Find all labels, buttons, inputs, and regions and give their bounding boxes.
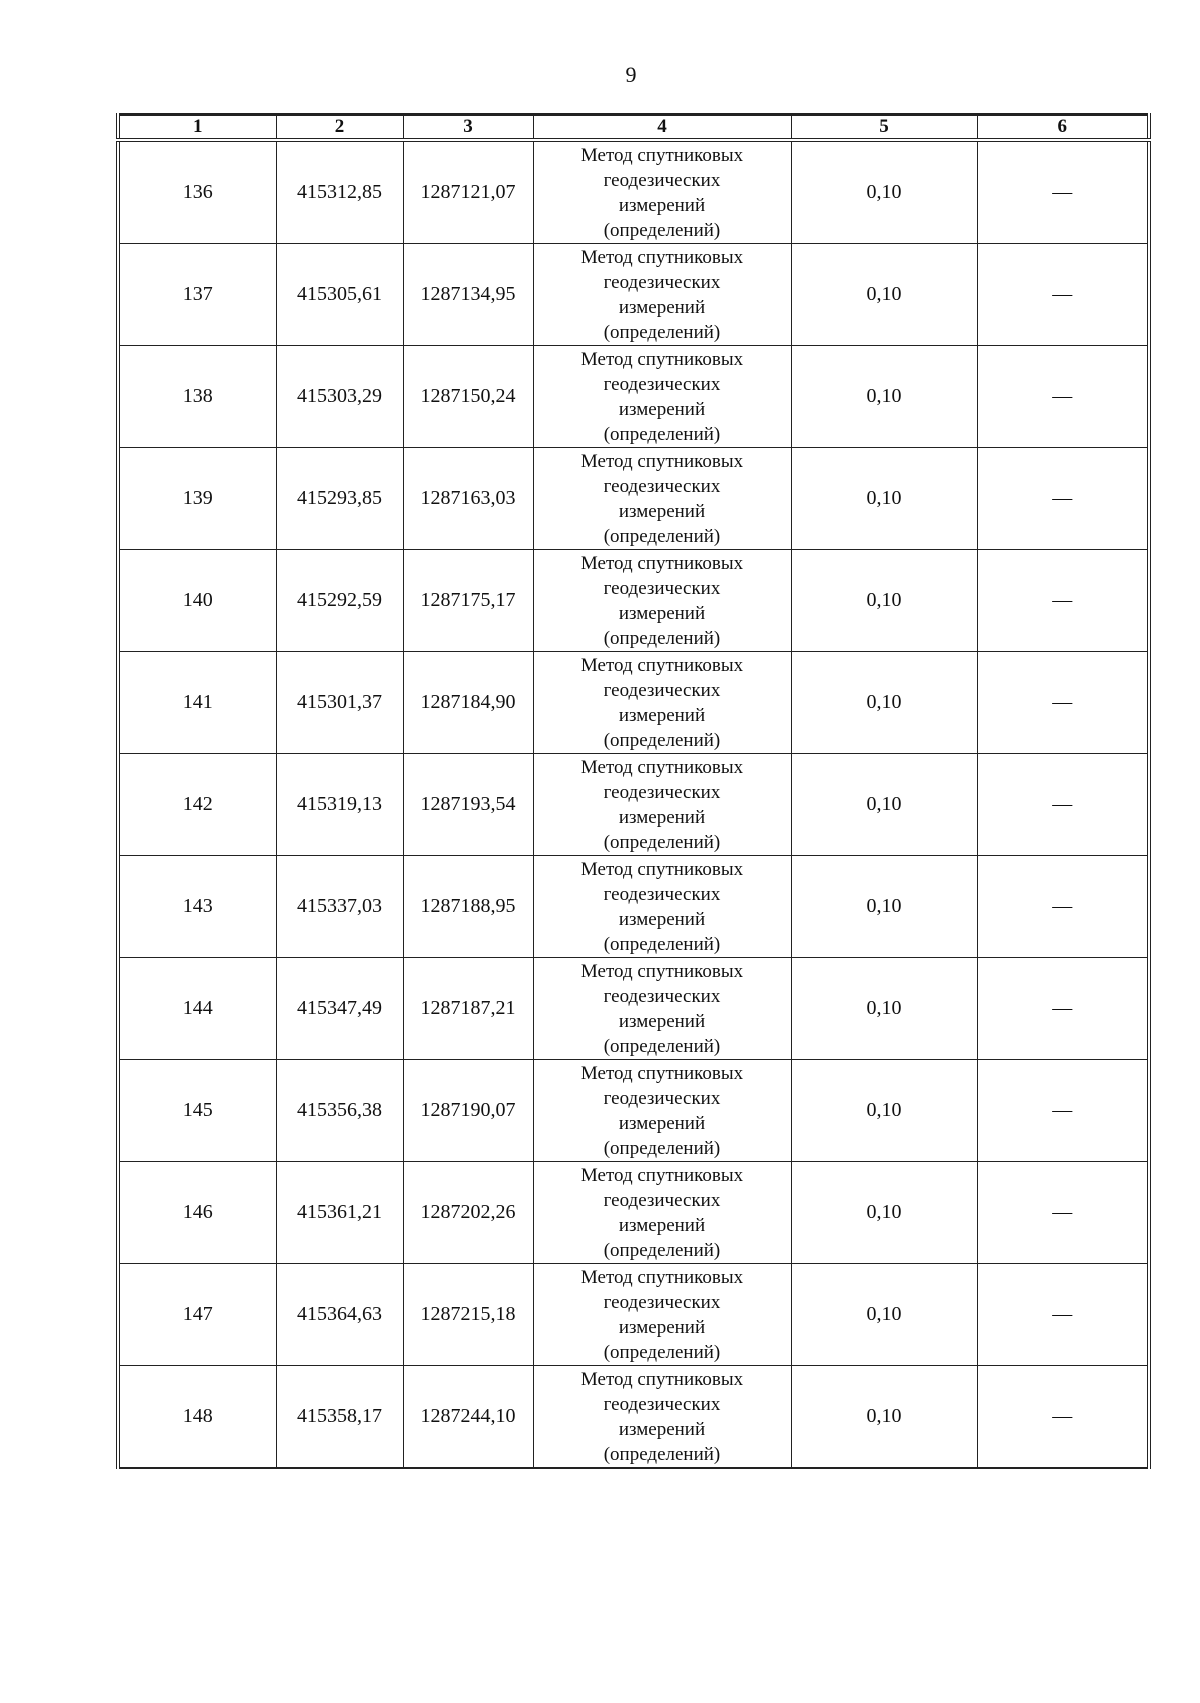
accuracy-cell: 0,10 (791, 346, 977, 448)
method-line: геодезических (603, 577, 721, 599)
note-cell: — (977, 550, 1149, 652)
point-number-cell: 143 (118, 856, 276, 958)
x-coordinate-cell: 415347,49 (276, 958, 403, 1060)
method-line: (определений) (603, 729, 721, 751)
y-coordinate-cell: 1287150,24 (403, 346, 533, 448)
method-line: измерений (618, 1112, 706, 1134)
accuracy-cell: 0,10 (791, 652, 977, 754)
method-line: измерений (618, 806, 706, 828)
x-coordinate-cell: 415312,85 (276, 140, 403, 244)
y-coordinate-cell: 1287244,10 (403, 1366, 533, 1469)
method-line: измерений (618, 704, 706, 726)
table-row (118, 448, 1149, 550)
method-line: (определений) (603, 1443, 721, 1465)
method-line: геодезических (603, 679, 721, 701)
method-cell (533, 448, 791, 550)
method-line: (определений) (603, 1341, 721, 1363)
method-line: геодезических (603, 271, 721, 293)
point-number-cell: 148 (118, 1366, 276, 1469)
point-number-cell: 139 (118, 448, 276, 550)
note-cell: — (977, 140, 1149, 244)
method-line: (определений) (603, 933, 721, 955)
accuracy-cell: 0,10 (791, 550, 977, 652)
method-line: Метод спутниковых (580, 1062, 744, 1084)
method-line: геодезических (603, 781, 721, 803)
point-number-cell: 140 (118, 550, 276, 652)
column-header-6: 6 (977, 115, 1149, 141)
method-cell (533, 754, 791, 856)
method-line: Метод спутниковых (580, 552, 744, 574)
accuracy-cell: 0,10 (791, 958, 977, 1060)
method-line: геодезических (603, 985, 721, 1007)
method-cell (533, 346, 791, 448)
method-line: (определений) (603, 525, 721, 547)
method-line: Метод спутниковых (580, 348, 744, 370)
note-cell: — (977, 346, 1149, 448)
x-coordinate-cell: 415292,59 (276, 550, 403, 652)
point-number-cell: 144 (118, 958, 276, 1060)
x-coordinate-cell: 415358,17 (276, 1366, 403, 1469)
method-line: геодезических (603, 373, 721, 395)
accuracy-cell: 0,10 (791, 754, 977, 856)
x-coordinate-cell: 415356,38 (276, 1060, 403, 1162)
table-row (118, 1366, 1149, 1469)
note-cell: — (977, 1060, 1149, 1162)
method-line: измерений (618, 908, 706, 930)
accuracy-cell: 0,10 (791, 1162, 977, 1264)
x-coordinate-cell: 415301,37 (276, 652, 403, 754)
method-line: (определений) (603, 321, 721, 343)
column-header-1: 1 (118, 115, 276, 141)
y-coordinate-cell: 1287121,07 (403, 140, 533, 244)
method-line: измерений (618, 1418, 706, 1440)
accuracy-cell: 0,10 (791, 140, 977, 244)
table-row (118, 652, 1149, 754)
method-line: измерений (618, 296, 706, 318)
note-cell: — (977, 652, 1149, 754)
method-line: геодезических (603, 1087, 721, 1109)
note-cell: — (977, 958, 1149, 1060)
method-line: Метод спутниковых (580, 960, 744, 982)
method-line: измерений (618, 194, 706, 216)
method-line: геодезических (603, 1393, 721, 1415)
column-header-2: 2 (276, 115, 403, 141)
table-row (118, 1162, 1149, 1264)
method-line: геодезических (603, 475, 721, 497)
method-line: Метод спутниковых (580, 450, 744, 472)
y-coordinate-cell: 1287188,95 (403, 856, 533, 958)
method-line: измерений (618, 398, 706, 420)
method-line: Метод спутниковых (580, 1368, 744, 1390)
y-coordinate-cell: 1287163,03 (403, 448, 533, 550)
method-line: геодезических (603, 1291, 721, 1313)
note-cell: — (977, 1264, 1149, 1366)
note-cell: — (977, 448, 1149, 550)
note-cell: — (977, 1366, 1149, 1469)
method-line: измерений (618, 1010, 706, 1032)
table-row (118, 856, 1149, 958)
method-line: (определений) (603, 1137, 721, 1159)
point-number-cell: 146 (118, 1162, 276, 1264)
method-line: (определений) (603, 1239, 721, 1261)
y-coordinate-cell: 1287134,95 (403, 244, 533, 346)
method-cell (533, 1060, 791, 1162)
y-coordinate-cell: 1287175,17 (403, 550, 533, 652)
table-row (118, 1264, 1149, 1366)
method-cell (533, 1162, 791, 1264)
method-cell (533, 140, 791, 244)
x-coordinate-cell: 415364,63 (276, 1264, 403, 1366)
method-cell (533, 1264, 791, 1366)
coordinates-table (116, 113, 1151, 1469)
table-row (118, 346, 1149, 448)
method-cell (533, 550, 791, 652)
y-coordinate-cell: 1287187,21 (403, 958, 533, 1060)
x-coordinate-cell: 415303,29 (276, 346, 403, 448)
x-coordinate-cell: 415293,85 (276, 448, 403, 550)
method-line: измерений (618, 1316, 706, 1338)
method-line: измерений (618, 1214, 706, 1236)
method-cell (533, 1366, 791, 1469)
method-line: Метод спутниковых (580, 1164, 744, 1186)
column-header-4: 4 (533, 115, 791, 141)
y-coordinate-cell: 1287193,54 (403, 754, 533, 856)
method-line: геодезических (603, 883, 721, 905)
accuracy-cell: 0,10 (791, 1366, 977, 1469)
point-number-cell: 147 (118, 1264, 276, 1366)
point-number-cell: 137 (118, 244, 276, 346)
method-cell (533, 856, 791, 958)
point-number-cell: 145 (118, 1060, 276, 1162)
accuracy-cell: 0,10 (791, 1060, 977, 1162)
table-row (118, 958, 1149, 1060)
point-number-cell: 136 (118, 140, 276, 244)
method-cell (533, 652, 791, 754)
accuracy-cell: 0,10 (791, 1264, 977, 1366)
column-header-3: 3 (403, 115, 533, 141)
note-cell: — (977, 1162, 1149, 1264)
point-number-cell: 141 (118, 652, 276, 754)
method-line: геодезических (603, 1189, 721, 1211)
page-number: 9 (625, 62, 637, 87)
table-body (118, 140, 1149, 1468)
point-number-cell: 138 (118, 346, 276, 448)
x-coordinate-cell: 415319,13 (276, 754, 403, 856)
x-coordinate-cell: 415337,03 (276, 856, 403, 958)
y-coordinate-cell: 1287184,90 (403, 652, 533, 754)
x-coordinate-cell: 415361,21 (276, 1162, 403, 1264)
table-row (118, 1060, 1149, 1162)
accuracy-cell: 0,10 (791, 856, 977, 958)
point-number-cell: 142 (118, 754, 276, 856)
note-cell: — (977, 244, 1149, 346)
method-line: измерений (618, 500, 706, 522)
method-cell (533, 958, 791, 1060)
accuracy-cell: 0,10 (791, 448, 977, 550)
y-coordinate-cell: 1287215,18 (403, 1264, 533, 1366)
table-row (118, 550, 1149, 652)
column-header-5: 5 (791, 115, 977, 141)
note-cell: — (977, 754, 1149, 856)
method-line: геодезических (603, 169, 721, 191)
x-coordinate-cell: 415305,61 (276, 244, 403, 346)
note-cell: — (977, 856, 1149, 958)
accuracy-cell: 0,10 (791, 244, 977, 346)
method-cell (533, 244, 791, 346)
method-line: Метод спутниковых (580, 756, 744, 778)
method-line: измерений (618, 602, 706, 624)
y-coordinate-cell: 1287190,07 (403, 1060, 533, 1162)
table-row (118, 754, 1149, 856)
method-line: Метод спутниковых (580, 858, 744, 880)
method-line: (определений) (603, 1035, 721, 1057)
method-line: Метод спутниковых (580, 246, 744, 268)
method-line: (определений) (603, 423, 721, 445)
method-line: (определений) (603, 219, 721, 241)
table-row (118, 244, 1149, 346)
method-line: Метод спутниковых (580, 654, 744, 676)
table-row (118, 140, 1149, 244)
y-coordinate-cell: 1287202,26 (403, 1162, 533, 1264)
method-line: (определений) (603, 627, 721, 649)
method-line: (определений) (603, 831, 721, 853)
table-header-row (118, 115, 1149, 141)
method-line: Метод спутниковых (580, 144, 744, 166)
method-line: Метод спутниковых (580, 1266, 744, 1288)
